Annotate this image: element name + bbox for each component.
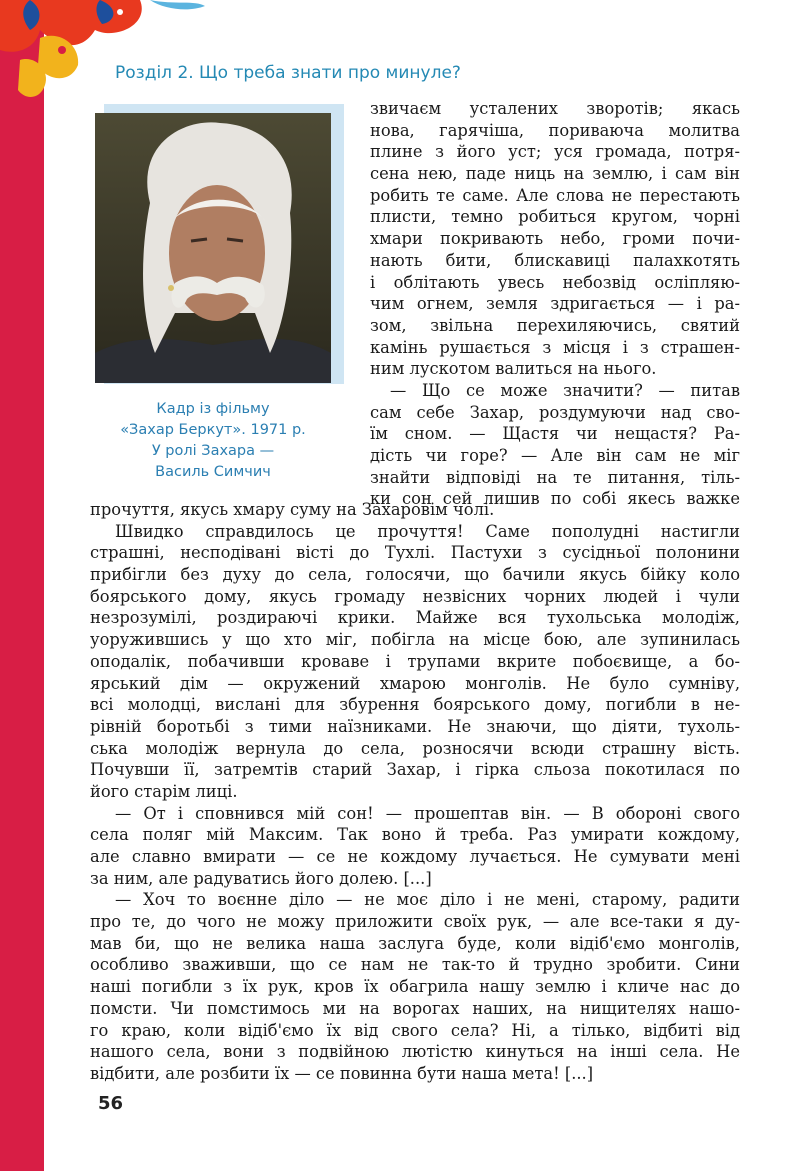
- text-line: оподалік, побачивши кроваве і трупами вкрите побоєвище, а бо-: [90, 651, 740, 671]
- text-line: робить те саме. Але слова не перестають: [370, 185, 740, 205]
- text-line: їм сном. — Щастя чи нещастя? Ра-: [370, 424, 740, 444]
- text-line: мав би, що не велика наша заслуга буде, коли відіб'ємо монголів,: [90, 933, 740, 953]
- text-line: ська молодіж вернула до села, розносячи всюди страшну вість.: [90, 738, 740, 758]
- text-line: страшні, несподівані вісті до Тухлі. Пастухи з сусідньої полонини: [90, 543, 740, 563]
- text-line: прочуття, якусь хмару суму на Захаровім чолі.: [90, 500, 495, 519]
- text-line: го краю, коли відіб'ємо їх від свого села? Ні, а тілько, відбиті від: [90, 1020, 740, 1040]
- text-line: Почувши її, затремтів старий Захар, і гірка сльоза покотилася по: [90, 760, 740, 780]
- text-line: чим огнем, земля здригається — і ра-: [370, 294, 740, 314]
- text-body: [90, 499, 740, 1085]
- caption-line: У ролі Захара —: [151, 443, 275, 459]
- text-line: уоружившись у що хто міг, побігла на місце бою, але зупинилась: [90, 630, 740, 650]
- left-sidebar-stripe: [0, 0, 44, 1171]
- text-line: ки сон сей лишив по собі якесь важке: [370, 489, 740, 509]
- text-line: — Що се може значити? — питав: [390, 380, 740, 400]
- text-line: його старім лиці.: [90, 781, 238, 801]
- text-line: плине з його уст; уся громада, потря-: [370, 142, 740, 162]
- text-line: дість чи горе? — Але він сам не міг: [370, 446, 740, 465]
- text-line: але славно вмирати — се не кождому лучається. Не сумувати мені: [90, 847, 740, 866]
- text-line: сам себе Захар, роздумуючи над сво-: [370, 402, 740, 422]
- text-line: відбити, але розбити їх — се повинна бути наша мета! [...]: [90, 1063, 594, 1083]
- text-line: зом, звільна перехиляючись, святий: [370, 315, 740, 335]
- text-line: плисти, темно робиться кругом, чорні: [370, 207, 740, 227]
- text-line: незрозумілі, роздираючі крики. Майже вся тухольська молодіж,: [90, 608, 740, 628]
- text-line: наші погибли з їх рук, кров їх обагрила нашу землю і кличе нас до: [90, 977, 740, 997]
- zakhar-berkut-film-still: [95, 113, 331, 383]
- text-line: знайти відповіді на те питання, тіль-: [370, 467, 740, 487]
- text-line: про те, до чого не можу приложити своїх рук, — але все-таки я ду-: [90, 912, 740, 932]
- text-line: сена нею, паде ниць на землю, і сам він: [370, 164, 740, 184]
- text-line: Швидко справдилось це прочуття! Саме пополудні настигли: [115, 521, 740, 541]
- caption-line: «Захар Беркут». 1971 р.: [120, 422, 306, 438]
- text-line: — От і сповнився мій сон! — прошептав він. — В обороні свого: [115, 803, 740, 823]
- text-line: всі молодці, вислані для збурення боярського дому, погибли в не-: [90, 695, 740, 715]
- caption-line: Василь Симчич: [155, 464, 271, 480]
- caption-line: Кадр із фільму: [156, 401, 270, 417]
- text-line: хмари покривають небо, громи почи-: [370, 229, 740, 249]
- text-column: [370, 98, 740, 510]
- page-number: 56: [98, 1093, 124, 1114]
- text-line: звичаєм усталених зворотів; якась: [370, 99, 740, 118]
- text-line: прибігли без духу до села, голосячи, що бачили якусь бійку коло: [90, 565, 740, 585]
- section-title: Розділ 2. Що треба знати про минуле?: [115, 63, 461, 83]
- text-line: села поляг мій Максим. Так воно й треба. Раз умирати кождому,: [90, 825, 740, 845]
- text-line: нають бити, блискавиці палахкотять: [370, 250, 740, 270]
- text-line: помсти. Чи помстимось ми на ворогах наших, на нищителях нашо-: [90, 998, 740, 1018]
- text-line: нашого села, вони з подвійною лютістю кинуться на інші села. Не: [90, 1042, 740, 1062]
- photo-caption: [98, 399, 328, 483]
- text-line: — Хоч то воєнне діло — не моє діло і не мені, старому, радити: [115, 890, 740, 910]
- text-line: нова, гарячіша, пориваюча молитва: [370, 120, 740, 140]
- text-line: рівній боротьбі з тими наїзниками. Не знаючи, що діяти, тухоль-: [90, 716, 740, 736]
- text-line: ярський дім — окружений хмарою монголів. Не було сумніву,: [90, 673, 740, 693]
- text-line: особливо зваживши, що се нам не так-то й трудно зробити. Сини: [90, 955, 740, 975]
- text-line: і облітають увесь небозвід осліпляю-: [370, 272, 740, 292]
- text-line: ним лускотом валиться на нього.: [370, 359, 657, 379]
- text-line: камінь рушається з місця і з страшен-: [370, 337, 740, 357]
- text-line: за ним, але радуватись його долею. [...]: [90, 868, 432, 888]
- decorative-ornament: [0, 0, 220, 115]
- text-line: боярського дому, якусь громаду незвісних чорних людей і чули: [90, 586, 740, 606]
